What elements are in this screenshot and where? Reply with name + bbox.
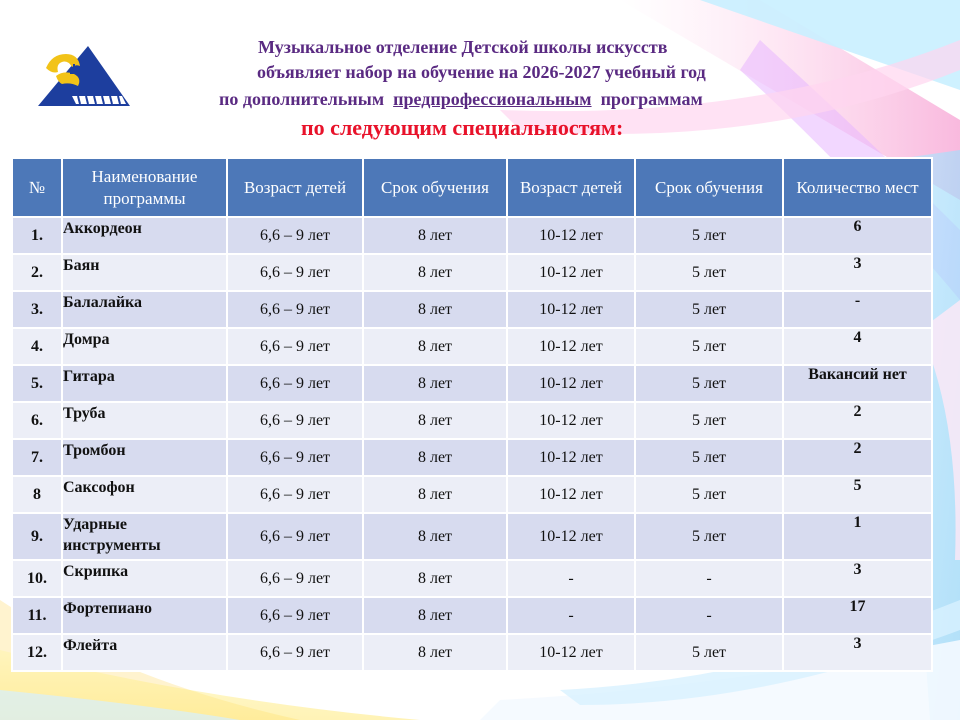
header-line-3 [219,88,703,110]
seat-count: 2 [783,439,932,476]
program-name: Флейта [62,634,227,671]
age-range-2: 10-12 лет [507,291,635,328]
row-number: 10. [12,560,62,597]
study-term-2: - [635,560,783,597]
seat-count: 17 [783,597,932,634]
row-number: 9. [12,513,62,560]
table-row [12,402,932,439]
row-number: 3. [12,291,62,328]
age-range-2: 10-12 лет [507,402,635,439]
age-range-1: 6,6 – 9 лет [227,254,363,291]
header-line-3-end: программам [591,89,703,109]
age-range-2: 10-12 лет [507,439,635,476]
study-term-2: 5 лет [635,634,783,671]
age-range-2: - [507,560,635,597]
study-term-1: 8 лет [363,402,507,439]
age-range-1: 6,6 – 9 лет [227,365,363,402]
row-number: 11. [12,597,62,634]
age-range-1: 6,6 – 9 лет [227,634,363,671]
study-term-1: 8 лет [363,513,507,560]
header-term-1: Срок обучения [363,158,507,217]
header-term-2: Срок обучения [635,158,783,217]
header-line-2: объявляет набор на обучение на 2026-2027 учебный год [257,62,706,82]
study-term-1: 8 лет [363,597,507,634]
study-term-1: 8 лет [363,291,507,328]
header-program: Наименование программы [62,158,227,217]
study-term-1: 8 лет [363,217,507,254]
table-row [12,328,932,365]
program-name: Баян [62,254,227,291]
row-number: 8 [12,476,62,513]
seat-count: 2 [783,402,932,439]
age-range-1: 6,6 – 9 лет [227,513,363,560]
table-row [12,513,932,560]
age-range-2: 10-12 лет [507,476,635,513]
table-row [12,291,932,328]
age-range-1: 6,6 – 9 лет [227,597,363,634]
age-range-1: 6,6 – 9 лет [227,560,363,597]
age-range-1: 6,6 – 9 лет [227,328,363,365]
row-number: 7. [12,439,62,476]
header-age-1: Возраст детей [227,158,363,217]
study-term-2: - [635,597,783,634]
age-range-2: - [507,597,635,634]
row-number: 5. [12,365,62,402]
programs-table [11,157,933,672]
seat-count: Вакансий нет [783,365,932,402]
seat-count: 3 [783,634,932,671]
study-term-1: 8 лет [363,476,507,513]
seat-count: 1 [783,513,932,560]
table-row [12,560,932,597]
program-name: Скрипка [62,560,227,597]
program-name: Фортепиано [62,597,227,634]
program-name: Ударные инструменты [62,513,227,560]
table-row [12,476,932,513]
row-number: 12. [12,634,62,671]
header-number: № [12,158,62,217]
table-row [12,254,932,291]
program-name: Саксофон [62,476,227,513]
age-range-1: 6,6 – 9 лет [227,217,363,254]
study-term-2: 5 лет [635,328,783,365]
age-range-1: 6,6 – 9 лет [227,402,363,439]
header-line-1: Музыкальное отделение Детской школы искусств [258,37,668,57]
age-range-1: 6,6 – 9 лет [227,476,363,513]
seat-count: 5 [783,476,932,513]
study-term-2: 5 лет [635,291,783,328]
row-number: 1. [12,217,62,254]
study-term-1: 8 лет [363,254,507,291]
program-name: Гитара [62,365,227,402]
program-name: Труба [62,402,227,439]
program-name: Домра [62,328,227,365]
age-range-1: 6,6 – 9 лет [227,439,363,476]
table-row [12,365,932,402]
seat-count: - [783,291,932,328]
study-term-1: 8 лет [363,365,507,402]
study-term-2: 5 лет [635,402,783,439]
age-range-2: 10-12 лет [507,634,635,671]
age-range-2: 10-12 лет [507,328,635,365]
program-name: Аккордеон [62,217,227,254]
seat-count: 6 [783,217,932,254]
page-title: по следующим специальностям: [301,115,624,140]
table-row [12,597,932,634]
announcement-header [0,0,960,160]
study-term-2: 5 лет [635,476,783,513]
header-underlined-word: предпрофессиональным [393,89,592,109]
age-range-2: 10-12 лет [507,513,635,560]
program-name: Балалайка [62,291,227,328]
age-range-2: 10-12 лет [507,217,635,254]
age-range-1: 6,6 – 9 лет [227,291,363,328]
study-term-1: 8 лет [363,560,507,597]
age-range-2: 10-12 лет [507,254,635,291]
seat-count: 4 [783,328,932,365]
row-number: 6. [12,402,62,439]
study-term-2: 5 лет [635,365,783,402]
study-term-1: 8 лет [363,634,507,671]
study-term-2: 5 лет [635,217,783,254]
table-row [12,217,932,254]
study-term-2: 5 лет [635,439,783,476]
header-seats: Количество мест [783,158,932,217]
study-term-1: 8 лет [363,439,507,476]
table-row [12,634,932,671]
study-term-2: 5 лет [635,513,783,560]
seat-count: 3 [783,560,932,597]
program-name: Тромбон [62,439,227,476]
table-row [12,439,932,476]
table-header-row [12,158,932,217]
header-line-3-start: по дополнительным [219,89,394,109]
row-number: 2. [12,254,62,291]
seat-count: 3 [783,254,932,291]
age-range-2: 10-12 лет [507,365,635,402]
study-term-2: 5 лет [635,254,783,291]
row-number: 4. [12,328,62,365]
header-age-2: Возраст детей [507,158,635,217]
study-term-1: 8 лет [363,328,507,365]
